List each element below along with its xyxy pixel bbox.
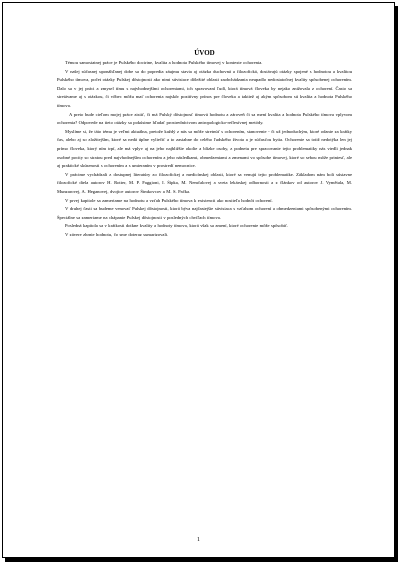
page-number: 1: [197, 537, 200, 543]
paragraph-4: Myslíme si, že táto tému je veľmi aktuálna, pretože každý z nás sa môže stretnúť s ochorením, stanovenie - či už jednoduchým, ktoré odznie za krátky čas, alebo aj so zložitejším, ktoré sa nedá úplne vyliečiť a to zasiahne do celého ľudského života a je súčasťou bytia. Ochorenie sa totiž nedotýka len jej prímo človeka, ktorý ním trpí, ale má vplyv aj na jeho najbližšie okolie a blízke osoby, z podnetu pre spracovanie tejto problematiky nás viedli jednak osobné pocity so stratou pred najvhodnejším ochorením a jeho následkami, obmedzeniami a zmenami vo spôsobe tímovej, ktoré so sebou môže priniesť, ale aj praktické skúsenosti s ochorením a s umieraním v prostredí nemocnice.: [57, 128, 352, 169]
paragraph-9: V závere zhrnie hodnotu, čo sme doteraz sumarizovali.: [65, 231, 169, 237]
paragraph-6: V prvej kapitole sa zameriame na hodnotu a vzťah Pulského tímova k existencii ako nositeľa hodnôt ochorení.: [65, 197, 273, 203]
paragraph-5: V prácime vychádzali z dostupnej literatúry zo filozofickej a medicínskej oblasti, ktoré sa venujú tejto problematike. Základom nám boli sústavne filozofické diela autorov H. Rotter, M. P. Faggioni, I. Šípka, M. Nemčalovej a sveta lekárskej odbornosti a z článkov od autorov J. Vymětala, M. Munzarovej, A. Heganovej, dvojice autorov Šimkovcov a M. S. Pačka.: [57, 171, 352, 194]
paragraph-2: V našej súčasnej uponáhľanej dobe sa do popredia záujmu stavia aj otázka duchovná a filozofická, dostávajú otázky spojené s hodnotou a kvalitou Pulského tímova, počet otázky Pulskej dôstojnosti ako nimi súvisiace dôležité oblasti zaobchádzania neupadlo nedostatočnej kvality spôsobenej ochorením. Dalo sa v jej práci a zmysel tímu s najvhodnejšími ochoreniami, ich spravovaní ľudí, ktorá tímová človeka by nejako znižovala z ochorení. Často sa stretávame aj s otázkou, či vôbec môžu mať ochorenia najskôr pozitívny prínos pre človeka a taktiež aj akým spôsobom sú kvalita a hodnota Pulského tímova.: [57, 68, 352, 108]
page-title: ÚVOD: [194, 49, 215, 57]
paragraph-3: A preto bude cieľom mojej práce zistiť, či má Pulský dôstojnosť tímovú hodnotu a zároveň či sa mení kvalita a hodnota Pulského tímova vplyvom ochorenia? Odpovede na tieto otázky sa pokúsime hľadať prostredníctvom antropologicko-reflexívnej metódy.: [57, 111, 352, 126]
page-content: [57, 49, 352, 239]
paragraph-7: V druhej časti sa budeme venovať Pulskej dôstojnosti, ktorá býva najčastejšie súvisiaca s vzťahom ochorení a obmedzeniami spôsobenými ochorením. Špeciálne sa zameriame na chápanie Pulskej dôstojnosti v posledných chvíľach tímova.: [57, 206, 352, 220]
paragraph-1: Témou samostatnej práce je Pulského doctrine, kvalita a hodnota Pulského tímovej v kontexte ochorenia.: [65, 60, 263, 65]
document-page[interactable]: [2, 2, 395, 558]
paragraph-8: Posledná kapitola sa v krátkosti dotkne kvality a hodnoty tímova, ktorá však sa zmení, ktoré ochorenie môže spôsobiť.: [65, 223, 289, 229]
